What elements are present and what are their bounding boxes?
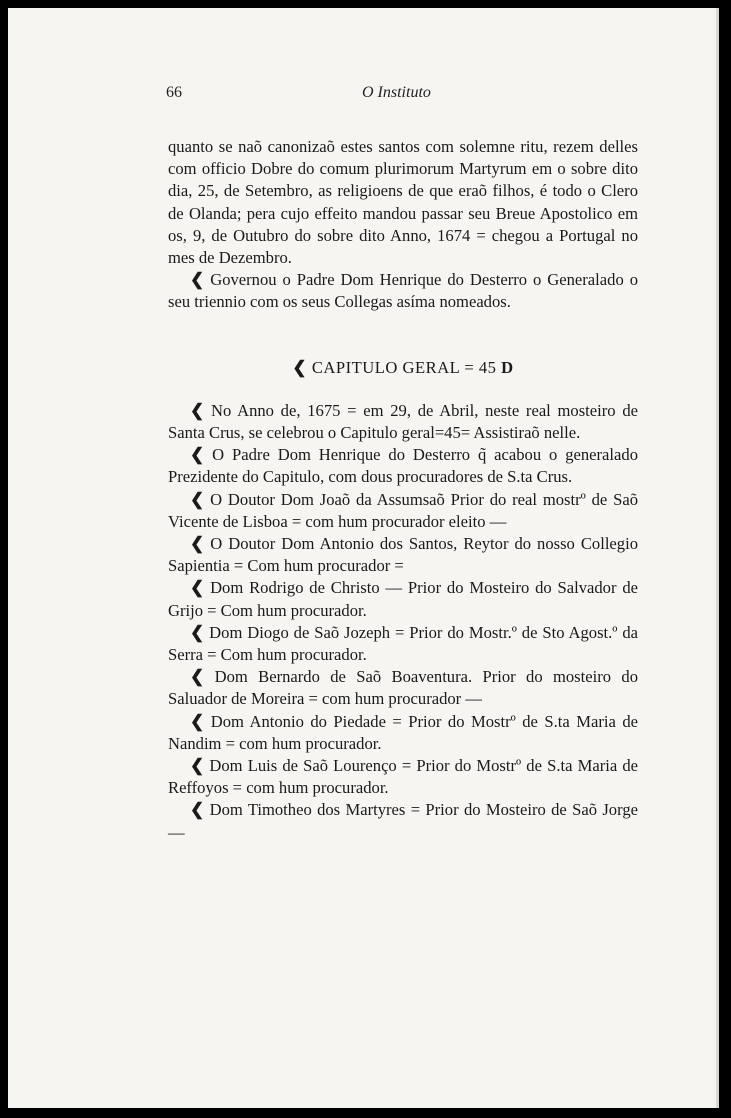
entry-text: Dom Diogo de Saõ Jozeph = Prior do Mostr.º de Sto Agost.º da Serra = Com hum procurador. [168, 622, 639, 665]
entry-text: No Anno de, 1675 = em 29, de Abril, neste real mosteiro de Santa Crus, se celebrou o Capitulo geral=45= Assistiraõ nelle. [168, 400, 638, 443]
entry [168, 711, 638, 755]
heading-mark-close: D [501, 357, 514, 377]
pilcrow-mark: ❮ [190, 445, 205, 465]
entry [168, 400, 638, 444]
heading-title: CAPITULO GERAL = 45 [311, 357, 497, 377]
entry-text: Dom Rodrigo de Christo — Prior do Mosteiro do Salvador de Grijo = Com hum procurador. [168, 578, 638, 620]
entry-text: Dom Luis de Saõ Lourenço = Prior do Mostrº de S.ta Maria de Reffoyos = com hum procurador. [168, 756, 638, 798]
pilcrow-mark: ❮ [190, 489, 205, 509]
entry [168, 489, 638, 533]
paragraph: quanto se naõ canonizaõ estes santos com solemne ritu, rezem delles com officio Dobre do comum plurimorum Martyrum em o sobre dito dia, 25, de Setembro, as religioens de que eraõ filhos, é todo o Clero de Olanda; pera cujo effeito mandou passar seu Breue Apostolico em os, 9, de Outubro do sobre dito Anno, 1674 = chegou a Portugal no mes de Dezembro. [168, 137, 638, 268]
page-number: 66 [166, 84, 182, 101]
heading-mark-open: ❮ [292, 357, 308, 377]
paragraph [168, 269, 638, 313]
pilcrow-mark: ❮ [190, 400, 205, 420]
entry [168, 799, 638, 843]
entry [168, 755, 638, 799]
pilcrow-mark: ❮ [190, 667, 205, 687]
pilcrow-mark: ❮ [190, 622, 205, 642]
entry-text: O Doutor Dom Antonio dos Santos, Reytor do nosso Collegio Sapientia = Com hum procurador = [168, 534, 638, 576]
entry [168, 577, 638, 621]
pilcrow-mark: ❮ [190, 756, 205, 776]
entry-text: Dom Timotheo dos Martyres = Prior do Mosteiro de Saõ Jorge — [168, 800, 638, 842]
paragraph-text: Governou o Padre Dom Henrique do Desterro o Generalado o seu triennio com os seus Collegas asíma nomeados. [168, 270, 638, 312]
pilcrow-mark: ❮ [190, 800, 205, 820]
entry-text: Dom Antonio do Piedade = Prior do Mostrº de S.ta Maria de Nandim = com hum procurador. [168, 711, 638, 753]
entry-text: O Padre Dom Henrique do Desterro q̃ acabou o generalado Prezidente do Capitulo, com dous procuradores de S.ta Crus. [168, 445, 638, 487]
running-title: O Instituto [362, 84, 431, 101]
entry-text: O Doutor Dom Joaõ da Assumsaõ Prior do real mostrº de Saõ Vicente de Lisboa = com hum procurador eleito — [168, 489, 638, 531]
entry [168, 533, 638, 577]
pilcrow-mark: ❮ [190, 578, 205, 598]
section-heading [168, 357, 638, 379]
pilcrow-mark: ❮ [190, 711, 205, 731]
entry [168, 444, 638, 488]
document-page [8, 8, 719, 1108]
entry-text: Dom Bernardo de Saõ Boaventura. Prior do mosteiro do Saluador de Moreira = com hum procurador — [168, 667, 638, 709]
pilcrow-mark: ❮ [190, 270, 205, 290]
entry [168, 622, 638, 666]
page-header [166, 84, 636, 108]
body-text [168, 136, 638, 844]
entry [168, 666, 638, 710]
pilcrow-mark: ❮ [190, 534, 205, 554]
